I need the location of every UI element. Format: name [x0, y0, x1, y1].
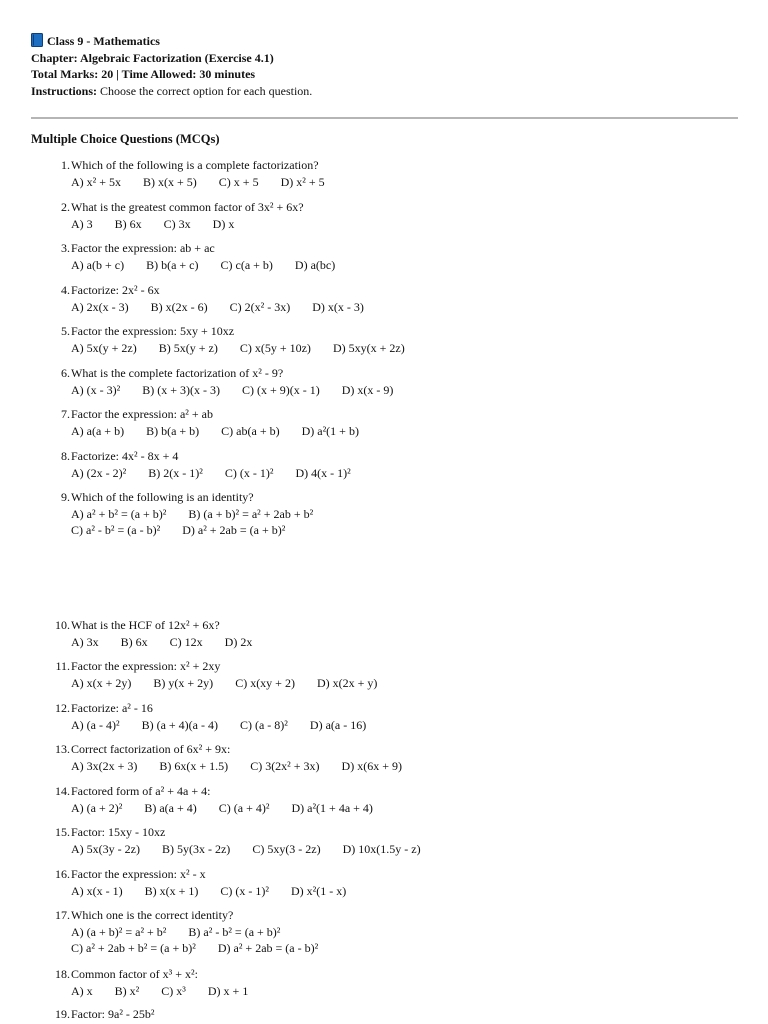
answer-option[interactable]: C) (x - 1)²	[220, 883, 270, 898]
question-text: What is the complete factorization of x² - 9?	[71, 366, 284, 380]
question-item	[44, 282, 364, 315]
answer-option[interactable]: A) 2x(x - 3)	[71, 299, 129, 314]
answer-option[interactable]: D) 5xy(x + 2z)	[332, 340, 405, 355]
question-number: 15.	[55, 825, 70, 839]
question-number: 19.	[55, 1007, 70, 1021]
question-number: 14.	[55, 784, 70, 798]
answer-option[interactable]: B) 6x(x + 1.5)	[159, 758, 229, 773]
question-text: Which of the following is an identity?	[71, 490, 254, 504]
question-line	[44, 658, 377, 675]
question-item	[44, 240, 335, 273]
question-item	[44, 448, 351, 481]
answer-option[interactable]: A) (a - 4)²	[71, 717, 120, 732]
question-line	[44, 199, 304, 216]
question-text: Factor the expression: x² - x	[71, 867, 206, 881]
question-number: 10.	[55, 618, 70, 632]
answer-option[interactable]: B) (x + 3)(x - 3)	[142, 382, 220, 397]
question-number: 8.	[61, 449, 70, 463]
answer-option[interactable]: B) b(a + b)	[146, 423, 200, 438]
answer-option[interactable]: C) 3(2x² + 3x)	[250, 758, 320, 773]
answer-option[interactable]: B) (a + 4)(a - 4)	[141, 717, 218, 732]
answer-option[interactable]: D) x² + 5	[280, 174, 325, 189]
question-item	[44, 1006, 155, 1023]
option-row	[44, 382, 393, 399]
answer-option[interactable]: C) 2(x² - 3x)	[229, 299, 291, 314]
question-item	[44, 365, 393, 398]
question-number: 11.	[55, 659, 70, 673]
question-number: 12.	[55, 701, 70, 715]
question-item	[44, 199, 304, 232]
answer-option[interactable]: B) 5y(3x - 2z)	[161, 841, 231, 856]
question-text: Factor: 15xy - 10xz	[71, 825, 166, 839]
answer-option[interactable]: A) 3x(2x + 3)	[71, 758, 138, 773]
question-text: Which one is the correct identity?	[71, 908, 234, 922]
answer-option[interactable]: B) 5x(y + z)	[158, 340, 218, 355]
option-row	[44, 800, 373, 817]
question-text: Factor the expression: 5xy + 10xz	[71, 324, 235, 338]
answer-option[interactable]: D) 4(x - 1)²	[295, 465, 351, 480]
option-row	[44, 983, 248, 1000]
answer-option[interactable]: C) x + 5	[218, 174, 259, 189]
answer-option[interactable]: B) b(a + c)	[146, 257, 199, 272]
answer-option[interactable]: A) x(x - 1)	[71, 883, 123, 898]
question-text: Factor: 9a² - 25b²	[71, 1007, 155, 1021]
question-line	[44, 1006, 155, 1023]
question-number: 9.	[61, 490, 70, 504]
answer-option[interactable]: C) 3x	[163, 216, 191, 231]
answer-option[interactable]: C) 5xy(3 - 2z)	[252, 841, 321, 856]
instructions-label: Instructions:	[31, 83, 98, 98]
answer-option[interactable]: C) x³	[161, 983, 186, 998]
answer-option[interactable]: B) a(a + 4)	[144, 800, 197, 815]
question-text: Correct factorization of 6x² + 9x:	[71, 742, 231, 756]
option-row	[44, 758, 402, 775]
answer-option[interactable]: D) x²(1 - x)	[291, 883, 347, 898]
question-number: 4.	[61, 283, 70, 297]
answer-option[interactable]: D) x(2x + y)	[316, 675, 378, 690]
option-row	[44, 841, 421, 858]
answer-option[interactable]: B) x(x + 5)	[143, 174, 197, 189]
option-row	[44, 940, 318, 957]
answer-option[interactable]: D) 2x	[224, 634, 253, 649]
marks-line: Total Marks: 20 | Time Allowed: 30 minutes	[31, 67, 256, 81]
option-row	[44, 717, 366, 734]
answer-option[interactable]: D) a²(1 + 4a + 4)	[291, 800, 373, 815]
answer-option[interactable]: B) (a + b)² = a² + 2ab + b²	[188, 506, 314, 521]
class-title: Class 9 - Mathematics	[47, 34, 160, 48]
option-row	[44, 924, 318, 941]
answer-option[interactable]: B) 6x	[114, 216, 142, 231]
question-text: Factorize: 2x² - 6x	[71, 283, 160, 297]
section-title: Multiple Choice Questions (MCQs)	[31, 132, 220, 146]
answer-option[interactable]: A) (x - 3)²	[71, 382, 121, 397]
question-text: Factor the expression: a² + ab	[71, 407, 213, 421]
question-number: 13.	[55, 742, 70, 756]
question-number: 3.	[61, 241, 70, 255]
answer-option[interactable]: A) 3x	[71, 634, 99, 649]
answer-option[interactable]: C) c(a + b)	[220, 257, 273, 272]
answer-option[interactable]: C) 12x	[169, 634, 203, 649]
question-line	[44, 966, 248, 983]
chapter-value: Algebraic Factorization (Exercise 4.1)	[80, 50, 274, 65]
answer-option[interactable]: B) 6x	[120, 634, 148, 649]
answer-option[interactable]: C) a² - b² = (a - b)²	[71, 523, 161, 537]
chapter-label: Chapter:	[31, 50, 78, 65]
option-row	[44, 522, 313, 539]
answer-option[interactable]: B) x(2x - 6)	[150, 299, 208, 314]
option-row	[44, 634, 252, 651]
instructions-text: Choose the correct option for each question.	[100, 83, 313, 98]
question-item	[44, 617, 252, 650]
answer-option[interactable]: A) a² + b² = (a + b)²	[71, 506, 167, 521]
question-text: Common factor of x³ + x²:	[71, 967, 198, 981]
option-row	[44, 299, 364, 316]
question-number: 2.	[61, 200, 70, 214]
question-number: 16.	[55, 867, 70, 881]
answer-option[interactable]: A) x	[71, 983, 93, 998]
answer-option[interactable]: D) a²(1 + b)	[301, 423, 359, 438]
question-item	[44, 866, 346, 899]
answer-option[interactable]: A) (a + 2)²	[71, 800, 123, 815]
chapter-line	[31, 50, 312, 67]
answer-option[interactable]: C) a² + 2ab + b² = (a + b)²	[71, 941, 196, 955]
option-row	[44, 675, 377, 692]
question-text: Factorize: a² - 16	[71, 701, 153, 715]
question-line	[44, 282, 364, 299]
answer-option[interactable]: A) a(b + c)	[71, 257, 125, 272]
question-item	[44, 323, 405, 356]
question-item	[44, 157, 325, 190]
answer-option[interactable]: A) 5x(y + 2z)	[71, 340, 137, 355]
answer-option[interactable]: C) x(5y + 10z)	[239, 340, 311, 355]
answer-option[interactable]: A) a(a + b)	[71, 423, 125, 438]
answer-option[interactable]: D) 10x(1.5y - z)	[342, 841, 421, 856]
answer-option[interactable]: C) (a - 8)²	[239, 717, 288, 732]
question-line	[44, 700, 366, 717]
answer-option[interactable]: B) x²	[114, 983, 140, 998]
question-item	[44, 966, 248, 999]
option-row	[44, 423, 359, 440]
question-line	[44, 406, 359, 423]
answer-option[interactable]: C) (a + 4)²	[218, 800, 270, 815]
answer-option[interactable]: D) x(x - 3)	[312, 299, 364, 314]
book-icon	[31, 33, 43, 47]
question-text: What is the greatest common factor of 3x² + 6x?	[71, 200, 304, 214]
question-line	[44, 240, 335, 257]
answer-option[interactable]: B) x(x + 1)	[144, 883, 199, 898]
question-text: Factor the expression: ab + ac	[71, 241, 215, 255]
question-item	[44, 824, 421, 857]
answer-option[interactable]: B) 2(x - 1)²	[148, 465, 203, 480]
answer-option[interactable]: D) x(x - 9)	[341, 382, 394, 397]
question-line	[44, 617, 252, 634]
answer-option[interactable]: A) (a + b)² = a² + b²	[71, 924, 167, 939]
question-item	[44, 907, 318, 957]
option-row	[44, 883, 346, 900]
question-line	[44, 323, 405, 340]
answer-option[interactable]: B) y(x + 2y)	[153, 675, 214, 690]
class-line	[31, 33, 312, 50]
answer-option[interactable]: A) 5x(3y - 2z)	[71, 841, 140, 856]
answer-option[interactable]: A) 3	[71, 216, 93, 231]
question-item	[44, 406, 359, 439]
answer-option[interactable]: D) a(bc)	[294, 257, 336, 272]
answer-option[interactable]: B) a² - b² = (a + b)²	[188, 924, 281, 939]
question-number: 7.	[61, 407, 70, 421]
question-number: 18.	[55, 967, 70, 981]
divider	[31, 117, 738, 119]
question-item	[44, 489, 313, 539]
question-text: What is the HCF of 12x² + 6x?	[71, 618, 220, 632]
option-row	[44, 340, 405, 357]
question-item	[44, 658, 377, 691]
option-row	[44, 216, 304, 233]
answer-option[interactable]: D) x	[212, 216, 235, 231]
question-number: 6.	[61, 366, 70, 380]
question-line	[44, 783, 373, 800]
answer-option[interactable]: C) x(xy + 2)	[235, 675, 295, 690]
option-row	[44, 506, 313, 523]
question-text: Factorize: 4x² - 8x + 4	[71, 449, 179, 463]
question-line	[44, 365, 393, 382]
question-line	[44, 448, 351, 465]
question-text: Factor the expression: x² + 2xy	[71, 659, 221, 673]
question-line	[44, 741, 402, 758]
question-number: 1.	[61, 158, 70, 172]
option-row	[44, 257, 335, 274]
question-item	[44, 700, 366, 733]
answer-option[interactable]: C) (x + 9)(x - 1)	[242, 382, 320, 397]
answer-option[interactable]: A) x² + 5x	[71, 174, 122, 189]
option-row	[44, 465, 351, 482]
worksheet-header	[31, 33, 312, 99]
answer-option[interactable]: A) x(x + 2y)	[71, 675, 132, 690]
question-item	[44, 741, 402, 774]
instructions-line	[31, 83, 312, 100]
question-item	[44, 783, 373, 816]
answer-option[interactable]: D) x(6x + 9)	[341, 758, 402, 773]
option-row	[44, 174, 325, 191]
answer-option[interactable]: D) a(a - 16)	[309, 717, 367, 732]
answer-option[interactable]: C) (x - 1)²	[224, 465, 274, 480]
question-line	[44, 824, 421, 841]
question-number: 17.	[55, 908, 70, 922]
answer-option[interactable]: C) ab(a + b)	[221, 423, 280, 438]
answer-option[interactable]: D) a² + 2ab = (a - b)²	[217, 941, 319, 955]
answer-option[interactable]: A) (2x - 2)²	[71, 465, 127, 480]
question-line	[44, 489, 313, 506]
question-line	[44, 866, 346, 883]
question-text: Factored form of a² + 4a + 4:	[71, 784, 211, 798]
answer-option[interactable]: D) a² + 2ab = (a + b)²	[182, 523, 286, 537]
question-number: 5.	[61, 324, 70, 338]
question-line	[44, 907, 318, 924]
question-line	[44, 157, 325, 174]
question-text: Which of the following is a complete factorization?	[71, 158, 319, 172]
answer-option[interactable]: D) x + 1	[207, 983, 249, 998]
